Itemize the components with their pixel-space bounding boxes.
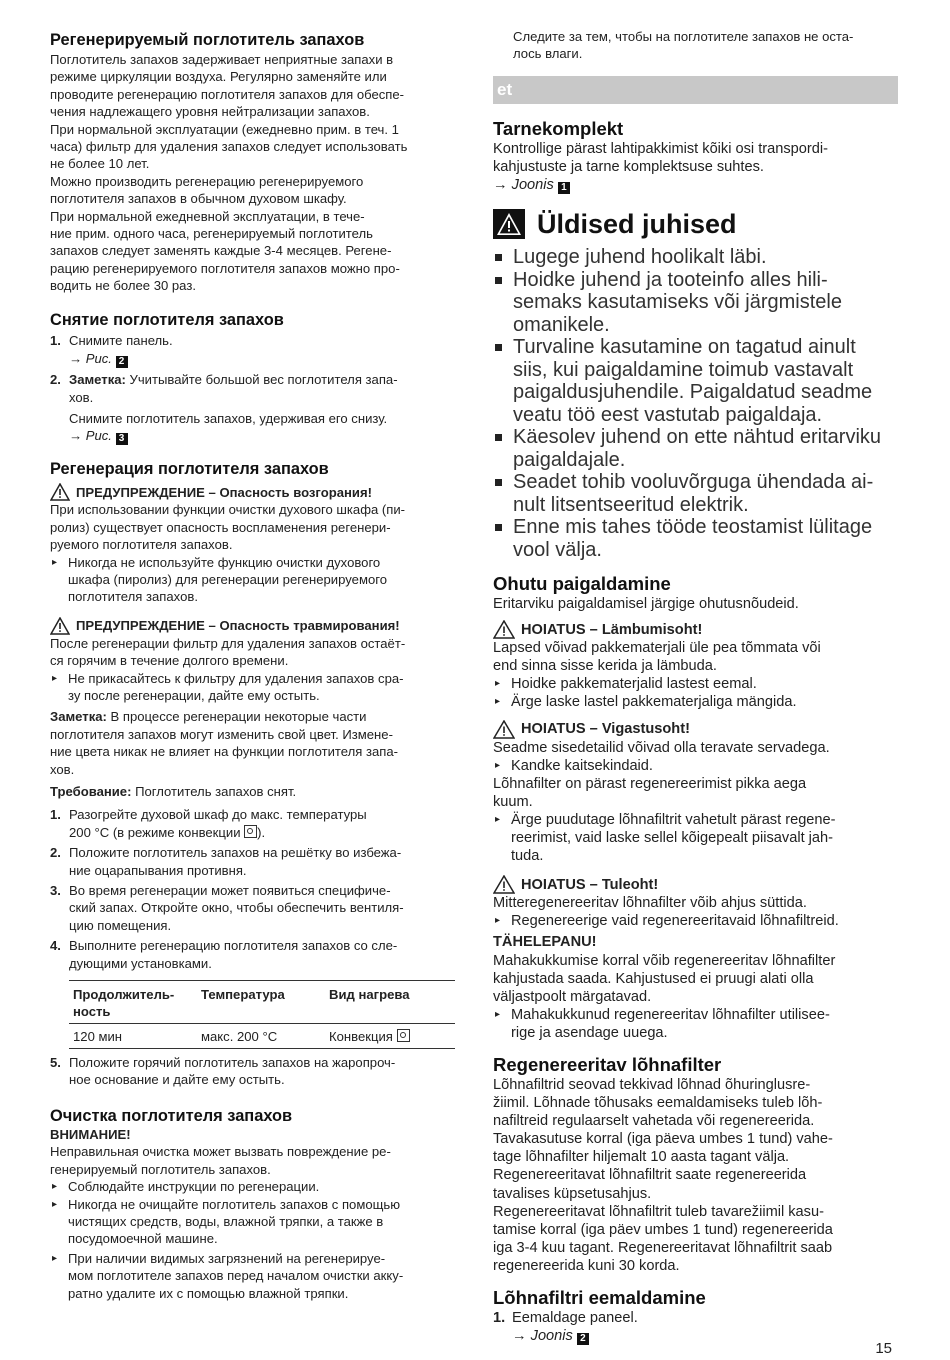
text-line: väljastpoolt märgatavad. bbox=[493, 988, 652, 1005]
warning-text bbox=[50, 501, 460, 553]
section-title-regenerable-et: Regenereeritav lõhnafilter bbox=[493, 1053, 722, 1075]
figure-number-badge: 3 bbox=[116, 433, 128, 445]
warning-title: ПРЕДУПРЕЖДЕНИЕ – Опасность возгорания! bbox=[76, 484, 372, 500]
regeneration-steps bbox=[50, 806, 460, 972]
text-line: Regenereeritavat lõhnafiltrit tuleb tavarežiimil kasu- bbox=[493, 1203, 824, 1220]
text-line: Mitteregenereeritav lõhnafilter võib ahjus süttida. bbox=[493, 895, 807, 912]
figure-ref-text: → Joonis bbox=[512, 1328, 573, 1345]
figure-number-badge: 2 bbox=[116, 356, 128, 368]
cleaning-bullet bbox=[50, 1250, 460, 1302]
removal-step-1-et bbox=[493, 1309, 898, 1327]
text-line: Следите за тем, чтобы на поглотителе запахов не оста- bbox=[513, 29, 854, 44]
text-line: запахов следует заменять каждые 3-4 месяцев. Регене- bbox=[50, 243, 392, 259]
figure-ref-text: → Joonis bbox=[493, 177, 554, 193]
regeneration-step: 4. Выполните регенерацию поглотителя запахов со сле- дующими установками. bbox=[50, 938, 398, 971]
cleaning-bullet bbox=[50, 1196, 460, 1248]
note-paragraph bbox=[50, 708, 460, 778]
warning-bullet bbox=[493, 693, 898, 711]
warning-text bbox=[493, 739, 898, 757]
warning-suffocation bbox=[493, 620, 898, 639]
general-instruction-item: Hoidke juhend ja tooteinfo alles hili- semaks kasutamiseks või järgmistele omanikele. bbox=[493, 269, 898, 337]
step-number: 2. bbox=[50, 372, 61, 388]
general-instruction-item: Lugege juhend hoolikalt läbi. bbox=[493, 246, 898, 269]
regeneration-step: 3. Во время регенерации может появиться специфиче- ский запах. Откройте окно, чтобы обеспечить вентиля- цию помещения. bbox=[50, 883, 404, 933]
text-line: При использовании функции очистки духового шкафа (пи- bbox=[50, 502, 406, 518]
text-line: tuda. bbox=[511, 848, 544, 865]
warning-text bbox=[50, 635, 460, 670]
general-instruction-item: Käesolev juhend on ette nähtud eritarviku paigaldajale. bbox=[493, 426, 898, 471]
text-line: ▸ Никогда не очищайте поглотитель запахов с помощью bbox=[68, 1196, 401, 1212]
text-line: iga 3-4 kuu tagant. Regenereeritavat lõhnafiltrit saab bbox=[493, 1239, 833, 1256]
text-line: žiimil. Lõhnade tõhusaks eemaldamiseks tuleb lõh- bbox=[493, 1095, 823, 1112]
text-line: tamise korral (iga päev umbes 1 tund) regenereerida bbox=[493, 1221, 833, 1238]
text-line: ся горячим в течение долгого времени. bbox=[50, 653, 289, 669]
text-line: tage lõhnafilter hiljemalt 10 aasta tagant välja. bbox=[493, 1149, 790, 1166]
text-line: regenereerida kuni 30 korda. bbox=[493, 1257, 680, 1274]
regeneration-step-5 bbox=[50, 1054, 460, 1089]
text-line: kuum. bbox=[493, 793, 533, 810]
text-line: водить не более 30 раз. bbox=[50, 278, 196, 294]
figure-ref-text: → Рис. bbox=[69, 351, 112, 367]
heating-mode-text: Конвекция bbox=[329, 1029, 393, 1045]
text-line: ▸ При наличии видимых загрязнений на регенерируе- bbox=[68, 1250, 386, 1266]
warning-triangle-icon bbox=[493, 875, 515, 894]
section-title-safe-installation: Ohutu paigaldamine bbox=[493, 573, 671, 595]
text-line: Tavakasutuse korral (iga päeva umbes 1 tund) vahe- bbox=[493, 1131, 833, 1148]
text-line: Lapsed võivad pakkematerjali üle pea tõmmata või bbox=[493, 640, 821, 657]
table-header: Продолжитель- ность bbox=[73, 987, 175, 1020]
text-line: ратно удалите их с помощью влажной тряпки. bbox=[68, 1285, 349, 1301]
removal-step-1 bbox=[50, 332, 460, 349]
cleaning-bullet bbox=[50, 1178, 460, 1195]
text-line: чения надлежащего уровня нейтрализации запахов. bbox=[50, 104, 370, 120]
regenerable-text-et bbox=[493, 1076, 898, 1275]
section-title-delivery: Tarnekomplekt bbox=[493, 117, 624, 139]
section-title-removal-et: Lõhnafiltri eemaldamine bbox=[493, 1287, 706, 1308]
text-line: Mahakukkumise korral võib regenereeritav lõhnafilter bbox=[493, 952, 836, 969]
section-title-removal: Снятие поглотителя запахов bbox=[50, 310, 284, 329]
warning-triangle-icon bbox=[493, 720, 515, 739]
text-line: мом поглотителе запахов перед началом очистки акку- bbox=[68, 1268, 404, 1284]
step-number: 3. bbox=[50, 883, 61, 899]
step-text: Снимите поглотитель запахов, удерживая его снизу. bbox=[69, 410, 388, 426]
left-column bbox=[50, 30, 460, 1302]
general-instructions-title bbox=[493, 208, 898, 240]
warning-title: HOIATUS – Lämbumisoht! bbox=[521, 621, 703, 638]
text-line: ▸ Не прикасайтесь к фильтру для удаления запахов сра- bbox=[68, 670, 404, 686]
warning-fire bbox=[50, 483, 460, 501]
text-line: поглотителя запахов. bbox=[68, 589, 198, 605]
text-line: Lõhnafilter on pärast regenereerimist pikka aega bbox=[493, 775, 807, 792]
warning-triangle-icon bbox=[493, 620, 515, 639]
text-line: Regenereeritavat lõhnafiltrit saate regenereerida bbox=[493, 1167, 807, 1184]
note-text: В процессе регенерации некоторые части поглотителя запахов могут изменить свой цвет. Измене- ние цвета никак не влияет на функции поглотителя запа- хов. bbox=[50, 709, 399, 777]
warning-bullet bbox=[493, 757, 898, 775]
general-instructions-list bbox=[493, 246, 898, 561]
text-line: генерируемый поглотитель запахов. bbox=[50, 1161, 271, 1177]
step-text: Снимите панель. bbox=[69, 332, 173, 348]
figure-ref-text: → Рис. bbox=[69, 428, 112, 444]
text-line: Можно производить регенерацию регенерируемого bbox=[50, 173, 364, 189]
step-number: 1. bbox=[50, 332, 61, 348]
convection-icon bbox=[244, 825, 257, 838]
page-number: 15 bbox=[875, 1340, 892, 1357]
text-line: rige ja asendage uuega. bbox=[511, 1024, 668, 1041]
general-instruction-item: Turvaline kasutamine on tagatud ainult siis, kui paigaldamine toimub vastavalt paigaldusjuhendile. Paigaldatud seadme veatu töö eest vastutab paigaldaja. bbox=[493, 336, 898, 426]
text-line: ▸ Kandke kaitsekindaid. bbox=[511, 757, 653, 774]
text-line: чистящих средств, воды, влажной тряпки, а также в bbox=[68, 1213, 384, 1229]
requirement-text: Поглотитель запахов снят. bbox=[131, 784, 297, 799]
step-text-cont: хов. bbox=[69, 389, 94, 405]
warning-text bbox=[493, 639, 898, 675]
warning-injury bbox=[50, 617, 460, 635]
attention-label: TÄHELEPANU! bbox=[493, 934, 597, 951]
requirement bbox=[50, 783, 460, 800]
text-line: ▸ Hoidke pakkematerjalid lastest eemal. bbox=[511, 676, 757, 693]
text-line: поглотителя запахов в обычном духовом шкафу. bbox=[50, 191, 347, 207]
table-header: Вид нагрева bbox=[329, 987, 410, 1003]
warning-bullet bbox=[493, 912, 898, 930]
step-number: 5. bbox=[50, 1055, 61, 1071]
removal-step-2-cont bbox=[50, 410, 460, 445]
text-line: После регенерации фильтр для удаления запахов остаёт- bbox=[50, 635, 406, 651]
text-line: режиме циркуляции воздуха. Регулярно заменяйте или bbox=[50, 69, 387, 85]
warning-bullet bbox=[493, 675, 898, 693]
text-line: kahjustada saada. Kahjustused ei pruugi alati olla bbox=[493, 970, 814, 987]
text-line: Неправильная очистка может вызвать повреждение ре- bbox=[50, 1144, 391, 1160]
text-line: ▸ Ärge laske lastel pakkematerjaliga mängida. bbox=[511, 694, 797, 711]
section-title-regenerable-filter: Регенерируемый поглотитель запахов bbox=[50, 31, 365, 49]
text-line: ▸ Ärge puudutage lõhnafiltrit vahetult pärast regene- bbox=[511, 811, 836, 828]
table-row bbox=[69, 1024, 455, 1049]
general-instruction-item: Enne mis tahes tööde teostamist lülitage vool välja. bbox=[493, 516, 898, 561]
convection-icon bbox=[397, 1029, 410, 1042]
text-line: nafiltreid regulaarselt vahetada või regenereerida. bbox=[493, 1113, 815, 1130]
delivery-text bbox=[493, 140, 898, 176]
text-line: рацию регенерируемого поглотителя запахов можно про- bbox=[50, 260, 400, 276]
text-line: При нормальной эксплуатации (ежедневно прим. в теч. 1 bbox=[50, 121, 399, 137]
text-line: ролиз) существует опасность воспламенения регенери- bbox=[50, 519, 391, 535]
warning-triangle-icon bbox=[50, 617, 70, 635]
warning-injury-et bbox=[493, 720, 898, 739]
text-line: ▸ Mahakukkunud regenereeritav lõhnafilter utilisee- bbox=[511, 1006, 830, 1023]
text-line: руемого поглотителя запахов. bbox=[50, 537, 233, 553]
warning-bullet bbox=[50, 670, 460, 705]
safe-installation-intro: Eritarviku paigaldamisel järgige ohutusnõudeid. bbox=[493, 596, 799, 613]
step-number: 1. bbox=[493, 1310, 506, 1326]
cleaning-text bbox=[50, 1143, 460, 1178]
warning-bullet bbox=[50, 554, 460, 606]
text-line: ▸ Соблюдайте инструкции по регенерации. bbox=[68, 1179, 320, 1195]
warning-text bbox=[493, 775, 898, 811]
text-line: tavalises küpsetusahjus. bbox=[493, 1185, 652, 1202]
table-cell bbox=[325, 1024, 455, 1049]
note-label: Заметка: bbox=[50, 709, 107, 725]
text-line: end sinna sisse kerida ja lämbuda. bbox=[493, 658, 717, 675]
text-line: Lõhnafiltrid seovad tekkivad lõhnad õhuringlusre- bbox=[493, 1076, 811, 1093]
text-line: лось влаги. bbox=[513, 46, 583, 62]
language-bar: et bbox=[493, 76, 898, 104]
requirement-label: Требование: bbox=[50, 784, 132, 799]
attention-label: ВНИМАНИЕ! bbox=[50, 1126, 131, 1142]
regenerable-filter-text bbox=[50, 51, 460, 295]
general-title-text: Üldised juhised bbox=[537, 209, 737, 240]
text-line: часа) фильтр для удаления запахов следует использовать bbox=[50, 139, 408, 155]
note-label: Заметка: bbox=[69, 372, 126, 388]
warning-triangle-icon bbox=[493, 209, 525, 239]
text-line: зу после регенерации, дайте ему остыть. bbox=[68, 687, 320, 703]
text-line: reerimist, vaid laske sellel kõigepealt piisavalt jah- bbox=[511, 830, 834, 847]
attention-bullet bbox=[493, 1006, 898, 1042]
text-line: Kontrollige pärast lahtipakkimist kõiki osi transpordi- bbox=[493, 140, 828, 157]
text-line: ▸ Никогда не используйте функцию очистки духового bbox=[68, 554, 381, 570]
figure-ref-1 bbox=[493, 176, 898, 194]
section-title-cleaning: Очистка поглотителя запахов bbox=[50, 1106, 293, 1125]
step-number: 4. bbox=[50, 938, 61, 954]
regeneration-step: 2. Положите поглотитель запахов на решётку во избежа- ние оцарапывания противня. bbox=[50, 845, 402, 878]
step-text: Положите горячий поглотитель запахов на жаропроч- ное основание и дайте ему остыть. bbox=[69, 1055, 396, 1088]
regeneration-step: 1. Разогрейте духовой шкаф до макс. температуры 200 °C (в режиме конвекции ). bbox=[50, 807, 367, 840]
removal-steps bbox=[50, 332, 460, 446]
text-line: При нормальной ежедневной эксплуатации, в тече- bbox=[50, 208, 365, 224]
figure-number-badge: 2 bbox=[577, 1333, 589, 1345]
text-line: Seadme sisedetailid võivad olla teravate servadega. bbox=[493, 739, 830, 756]
warning-text bbox=[493, 894, 898, 912]
table-cell: 120 мин bbox=[73, 1029, 123, 1045]
text-line: ние прим. одного часа, регенерируемый поглотитель bbox=[50, 226, 373, 242]
removal-step-2 bbox=[50, 371, 460, 406]
table-cell: макс. 200 °C bbox=[201, 1029, 278, 1045]
warning-title: HOIATUS – Tuleoht! bbox=[521, 876, 659, 893]
text-line: kahjustuste ja tarne komplektsuse suhtes. bbox=[493, 158, 764, 175]
figure-ref-2-et bbox=[493, 1327, 898, 1345]
continued-text bbox=[513, 28, 898, 63]
step-text: Учитывайте большой вес поглотителя запа- bbox=[125, 372, 398, 388]
step-text: Eemaldage paneel. bbox=[512, 1310, 638, 1326]
figure-ref-2 bbox=[50, 350, 460, 368]
table-header: Температура bbox=[201, 987, 285, 1003]
text-line: проводите регенерацию поглотителя запахов для обеспе- bbox=[50, 86, 405, 102]
text-line: ▸ Regenereerige vaid regenereeritavaid lõhnafiltreid. bbox=[511, 913, 839, 930]
section-title-regeneration: Регенерация поглотителя запахов bbox=[50, 460, 329, 479]
warning-title: HOIATUS – Vigastusoht! bbox=[521, 721, 690, 738]
general-instruction-item: Seadet tohib vooluvõrguga ühendada ai- nult litsentseeritud elektrik. bbox=[493, 471, 898, 516]
attention-text bbox=[493, 952, 898, 1006]
warning-fire-et bbox=[493, 875, 898, 894]
text-line: Поглотитель запахов задерживает неприятные запахи в bbox=[50, 52, 394, 67]
text-line: не более 10 лет. bbox=[50, 156, 150, 172]
warning-bullet bbox=[493, 811, 898, 865]
step-number: 2. bbox=[50, 845, 61, 861]
right-column bbox=[493, 28, 898, 1345]
figure-number-badge: 1 bbox=[558, 182, 570, 194]
text-line: шкафа (пиролиз) для регенерации регенерируемого bbox=[68, 571, 387, 587]
warning-title: ПРЕДУПРЕЖДЕНИЕ – Опасность травмирования! bbox=[76, 618, 400, 634]
settings-table bbox=[69, 980, 455, 1049]
text-line: посудомоечной машине. bbox=[68, 1231, 218, 1247]
warning-triangle-icon bbox=[50, 483, 70, 501]
step-number: 1. bbox=[50, 807, 61, 823]
